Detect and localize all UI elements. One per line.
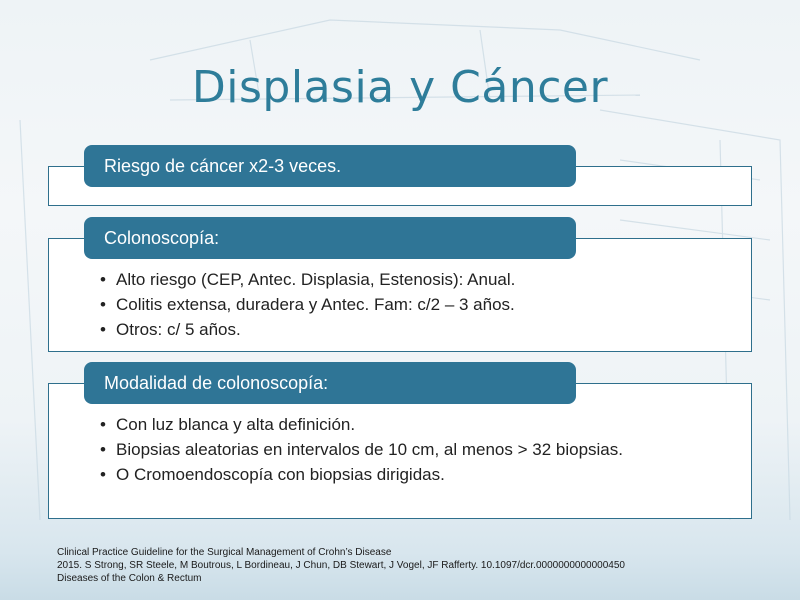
list-item: • Colitis extensa, duradera y Antec. Fam: c/2 – 3 años. xyxy=(100,294,700,316)
list-item: • O Cromoendoscopía con biopsias dirigidas. xyxy=(100,464,660,486)
section-header-colonoscopy: Colonoscopía: xyxy=(84,217,576,259)
list-item: • Otros: c/ 5 años. xyxy=(100,319,700,341)
citation-footer xyxy=(57,546,625,585)
section-header-modality: Modalidad de colonoscopía: xyxy=(84,362,576,404)
slide-title: Displasia y Cáncer xyxy=(191,62,609,113)
colonoscopy-list xyxy=(100,269,700,344)
modality-list xyxy=(100,414,660,489)
citation-journal: Diseases of the Colon & Rectum xyxy=(57,573,202,584)
citation-authors: 2015. S Strong, SR Steele, M Boutrous, L Bordineau, J Chun, DB Stewart, J Vogel, JF Rafferty. 10.1097/dcr.0000000000000450 xyxy=(57,560,625,571)
list-item: • Biopsias aleatorias en intervalos de 10 cm, al menos > 32 biopsias. xyxy=(100,439,660,461)
list-item: • Alto riesgo (CEP, Antec. Displasia, Estenosis): Anual. xyxy=(100,269,700,291)
citation-title: Clinical Practice Guideline for the Surgical Management of Crohn’s Disease xyxy=(57,547,392,558)
section-header-risk: Riesgo de cáncer x2-3 veces. xyxy=(84,145,576,187)
list-item: • Con luz blanca y alta definición. xyxy=(100,414,660,436)
